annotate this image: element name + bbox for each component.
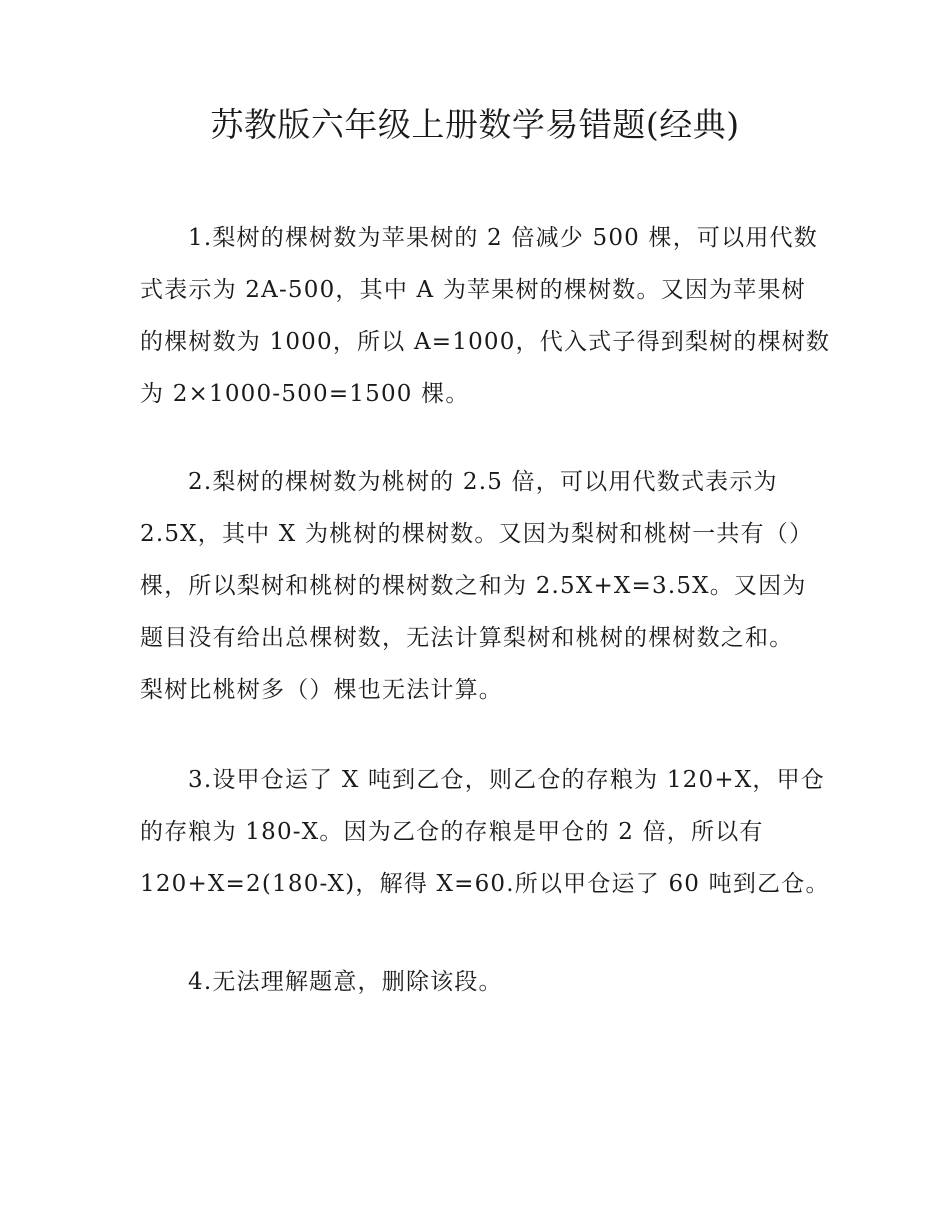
paragraph-line: 为 2×1000-500=1500 棵。 (140, 381, 470, 407)
paragraph-line: 2.梨树的棵树数为桃树的 2.5 倍，可以用代数式表示为 (188, 469, 778, 495)
paragraph-1 (140, 212, 830, 420)
paragraph-line: 梨树比桃树多（）棵也无法计算。 (140, 677, 503, 703)
paragraph-2 (140, 456, 830, 716)
document-title: 苏教版六年级上册数学易错题(经典) (210, 105, 740, 144)
paragraph-line: 1.梨树的棵树数为苹果树的 2 倍减少 500 棵，可以用代数 (188, 225, 818, 251)
paragraph-line: 3.设甲仓运了 X 吨到乙仓，则乙仓的存粮为 120+X，甲仓 (188, 767, 825, 793)
paragraph-line: 4.无法理解题意，删除该段。 (188, 969, 503, 995)
paragraph-line: 棵，所以梨树和桃树的棵树数之和为 2.5X+X=3.5X。又因为 (140, 573, 807, 599)
paragraph-line: 的棵树数为 1000，所以 A=1000，代入式子得到梨树的棵树数 (140, 329, 831, 355)
paragraph-3 (140, 754, 830, 910)
paragraph-line: 式表示为 2A-500，其中 A 为苹果树的棵树数。又因为苹果树 (140, 277, 806, 303)
paragraph-line: 题目没有给出总棵树数，无法计算梨树和桃树的棵树数之和。 (140, 625, 794, 651)
paragraph-line: 的存粮为 180-X。因为乙仓的存粮是甲仓的 2 倍，所以有 (140, 819, 764, 845)
paragraph-line: 120+X=2(180-X)，解得 X=60.所以甲仓运了 60 吨到乙仓。 (140, 871, 830, 897)
paragraph-4 (140, 956, 830, 1008)
paragraph-line: 2.5X，其中 X 为桃树的棵树数。又因为梨树和桃树一共有（） (140, 521, 814, 547)
